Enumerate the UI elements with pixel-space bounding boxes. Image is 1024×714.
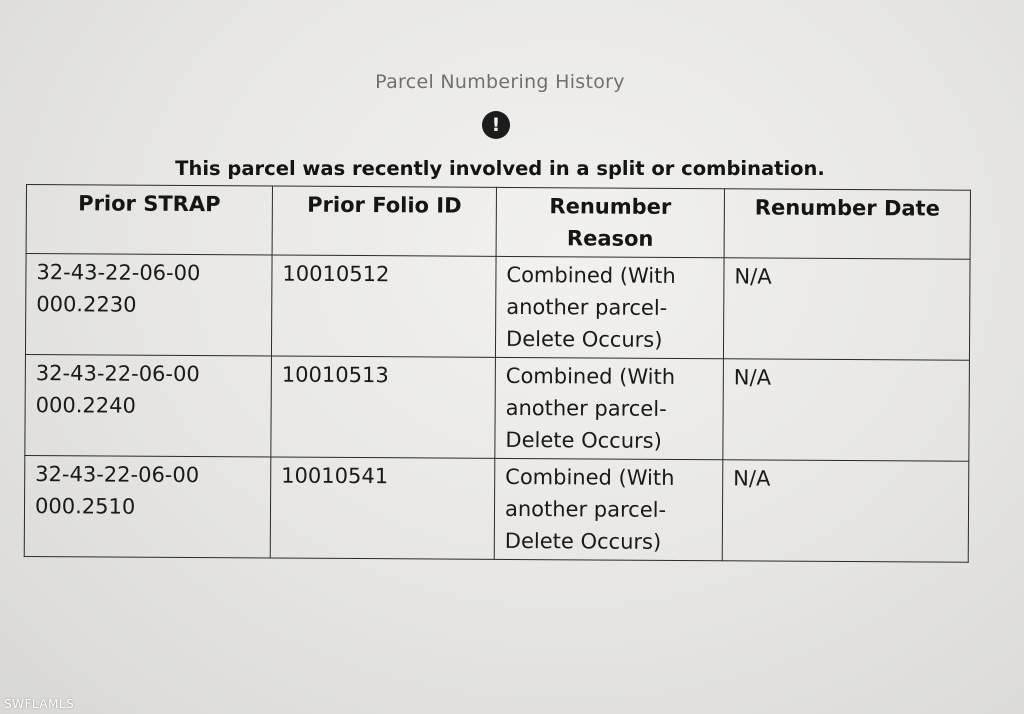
renumber-reason-cell: Combined (With another parcel- Delete Occurs) [495, 256, 724, 358]
prior-folio-id-cell: 10010512 [271, 255, 496, 357]
renumber-date-cell: N/A [723, 258, 970, 361]
prior-strap-cell: 32-43-22-06-00 000.2240 [25, 354, 272, 457]
table-row [24, 455, 969, 562]
column-header-prior-strap: Prior STRAP [26, 185, 272, 256]
exclamation-circle-icon: ! [482, 111, 510, 139]
prior-strap-cell: 32-43-22-06-00 000.2230 [25, 254, 272, 357]
table-header-row [26, 185, 970, 260]
prior-folio-id-cell: 10010513 [271, 356, 496, 458]
parcel-history-table [24, 184, 971, 563]
table-row [25, 354, 970, 461]
column-header-prior-folio-id: Prior Folio ID [272, 186, 496, 256]
prior-folio-id-cell: 10010541 [270, 457, 495, 559]
renumber-date-cell: N/A [722, 460, 969, 563]
page-title: Parcel Numbering History [375, 71, 625, 93]
column-header-renumber-date: Renumber Date [724, 189, 970, 260]
split-combination-notice: This parcel was recently involved in a split or combination. [175, 157, 825, 180]
renumber-date-cell: N/A [723, 359, 970, 462]
prior-strap-cell: 32-43-22-06-00 000.2510 [24, 455, 271, 558]
table-row [25, 254, 970, 361]
mls-watermark: SWFLAMLS [4, 697, 75, 711]
column-header-renumber-reason: Renumber Reason [496, 187, 724, 257]
renumber-reason-cell: Combined (With another parcel- Delete Occurs) [495, 357, 724, 459]
history-table-container [24, 184, 970, 563]
renumber-reason-cell: Combined (With another parcel- Delete Occurs) [494, 458, 723, 560]
